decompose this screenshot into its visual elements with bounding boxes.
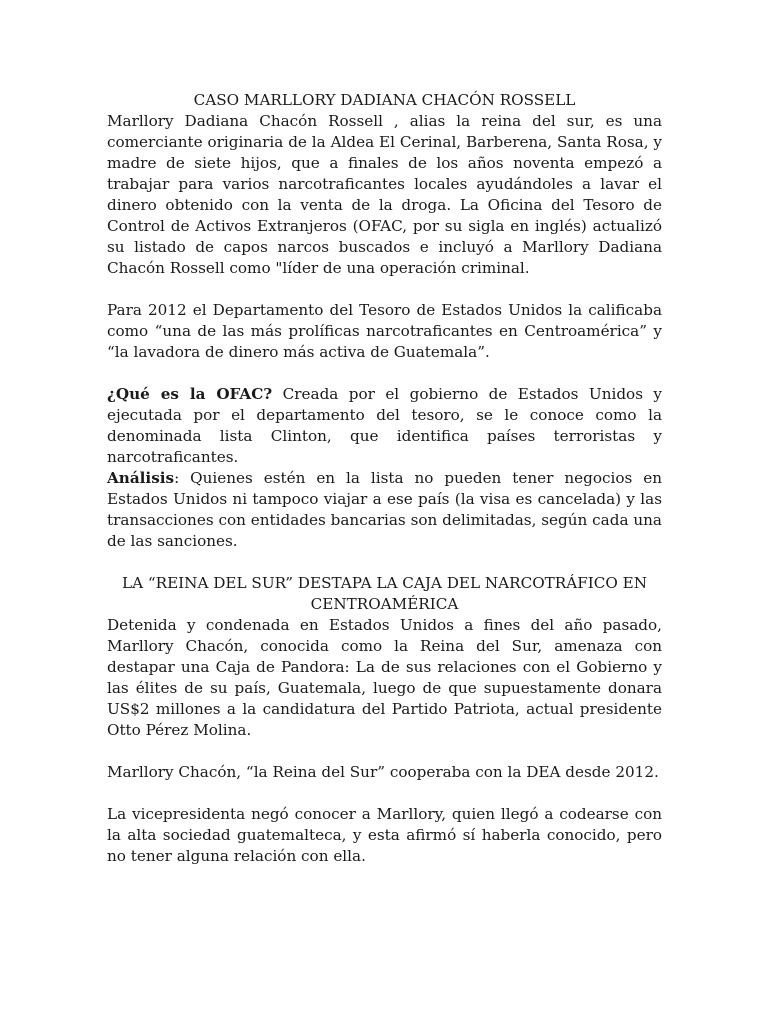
section2-paragraph-1: Detenida y condenada en Estados Unidos a fines del año pasado, Marllory Chacón, conocida como la Reina del Sur, amenaza con destapar una Caja de Pandora: La de sus relaciones con el Gobierno y las élites de su país, Guatemala, luego de que supuestamente donara US$2 millones a la candidatura del Partido Patriota, actual presidente Otto Pérez Molina. [107,616,662,739]
ofac-paragraph [107,384,662,468]
section2-paragraph-2: Marllory Chacón, “la Reina del Sur” cooperaba con la DEA desde 2012. [107,763,659,781]
spacer [107,279,662,300]
ofac-label: ¿Qué es la OFAC? [107,385,273,403]
section1-paragraph-2: Para 2012 el Departamento del Tesoro de Estados Unidos la calificaba como “una de las más prolíficas narcotraficantes en Centroamérica” y “la lavadora de dinero más activa de Guatemala”. [107,301,662,361]
document-page [107,90,662,867]
section1-title: CASO MARLLORY DADIANA CHACÓN ROSSELL [193,91,576,109]
analysis-label: Análisis [107,469,175,487]
section2-title: LA “REINA DEL SUR” DESTAPA LA CAJA DEL NARCOTRÁFICO EN CENTROAMÉRICA [121,574,648,613]
spacer [107,741,662,762]
analysis-text: : Quienes estén en la lista no pueden tener negocios en Estados Unidos ni tampoco viajar a ese país (la visa es cancelada) y las transacciones con entidades bancarias son delimitadas, según cada una de las sanciones. [107,469,662,550]
section2-paragraph-3: La vicepresidenta negó conocer a Marllory, quien llegó a codearse con la alta sociedad guatemalteca, y esta afirmó sí haberla conocido, pero no tener alguna relación con ella. [107,805,662,865]
ofac-text: Creada por el gobierno de Estados Unidos y ejecutada por el departamento del tesoro, se le conoce como la denominada lista Clinton, que identifica países terroristas y narcotraficantes. [107,385,662,466]
spacer [107,363,662,384]
spacer [107,552,662,573]
section1-paragraph-1: Marllory Dadiana Chacón Rossell , alias la reina del sur, es una comerciante originaria de la Aldea El Cerinal, Barberena, Santa Rosa, y madre de siete hijos, que a finales de los años noventa empezó a trabajar para varios narcotraficantes locales ayudándoles a lavar el dinero obtenido con la venta de la droga. La Oficina del Tesoro de Control de Activos Extranjeros (OFAC, por su sigla en inglés) actualizó su listado de capos narcos buscados e incluyó a Marllory Dadiana Chacón Rossell como "líder de una operación criminal. [107,112,662,277]
analysis-paragraph [107,468,662,552]
spacer [107,783,662,804]
